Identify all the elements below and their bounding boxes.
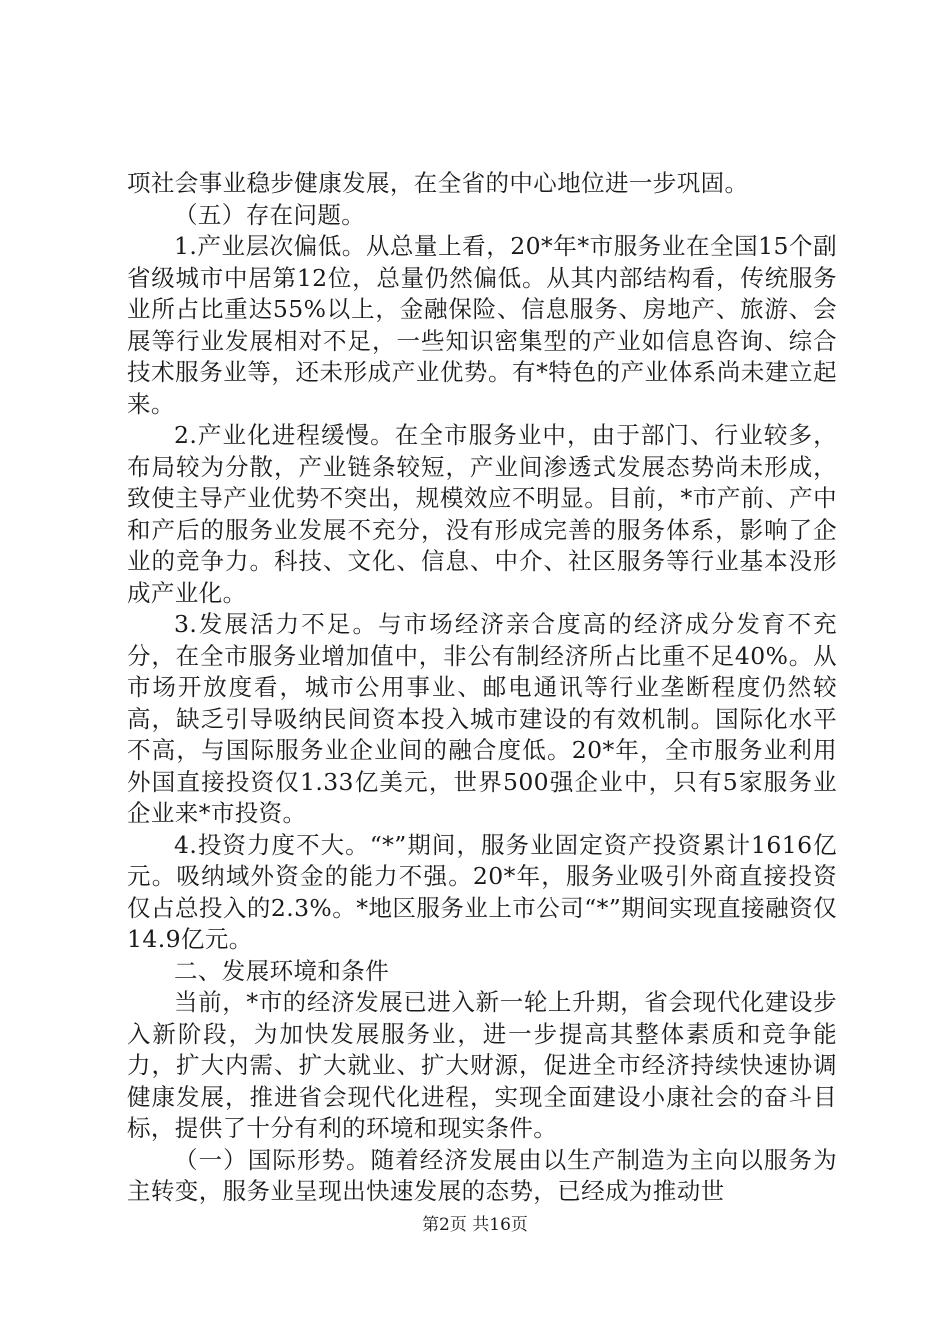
section-heading-environment: 二、发展环境和条件 xyxy=(174,956,390,985)
paragraph-current-situation: 当前，*市的经济发展已进入新一轮上升期，省会现代化建设步入新阶段，为加快发展服务业，进一步提高其整体素质和竞争能力，扩大内需、扩大就业、扩大财源，促进全市经济持续快速协调健康发展，推进省会现代化进程，实现全面建设小康社会的奋斗目标，提供了十分有利的环境和现实条件。 xyxy=(127,988,837,1142)
paragraph-investment: 4.投资力度不大。“*”期间，服务业固定资产投资累计1616亿元。吸纳域外资金的能力不强。20*年，服务业吸引外商直接投资仅占总投入的2.3%。*地区服务业上市公司“*”期间实现直接融资仅14.9亿元。 xyxy=(127,830,837,953)
page-number: 第2页 共16页 xyxy=(422,1215,528,1235)
document-body xyxy=(127,168,837,1208)
section-heading-problems: （五）存在问题。 xyxy=(174,200,366,229)
paragraph-industry-level: 1.产业层次偏低。从总量上看，20*年*市服务业在全国15个副省级城市中居第12位，总量仍然偏低。从其内部结构看，传统服务业所占比重达55%以上，金融保险、信息服务、房地产、旅游、会展等行业发展相对不足，一些知识密集型的产业如信息咨询、综合技术服务业等，还未形成产业优势。有*特色的产业体系尚未建立起来。 xyxy=(127,232,837,418)
paragraph-continuation: 项社会事业稳步健康发展，在全省的中心地位进一步巩固。 xyxy=(127,169,749,197)
paragraph-international: （一）国际形势。随着经济发展由以生产制造为主向以服务为主转变，服务业呈现出快速发展的态势，已经成为推动世 xyxy=(127,1145,837,1205)
paragraph-industrialization: 2.产业化进程缓慢。在全市服务业中，由于部门、行业较多，布局较为分散，产业链条较短，产业间渗透式发展态势尚未形成，致使主导产业优势不突出，规模效应不明显。目前，*市产前、产中和产后的服务业发展不充分，没有形成完善的服务体系，影响了企业的竞争力。科技、文化、信息、中介、社区服务等行业基本没形成产业化。 xyxy=(127,421,837,607)
paragraph-vitality: 3.发展活力不足。与市场经济亲合度高的经济成分发育不充分，在全市服务业增加值中，非公有制经济所占比重不足40%。从市场开放度看，城市公用事业、邮电通讯等行业垄断程度仍然较高，缺乏引导吸纳民间资本投入城市建设的有效机制。国际化水平不高，与国际服务业企业间的融合度低。20*年，全市服务业利用外国直接投资仅1.33亿美元，世界500强企业中，只有5家服务业企业来*市投资。 xyxy=(127,610,837,827)
